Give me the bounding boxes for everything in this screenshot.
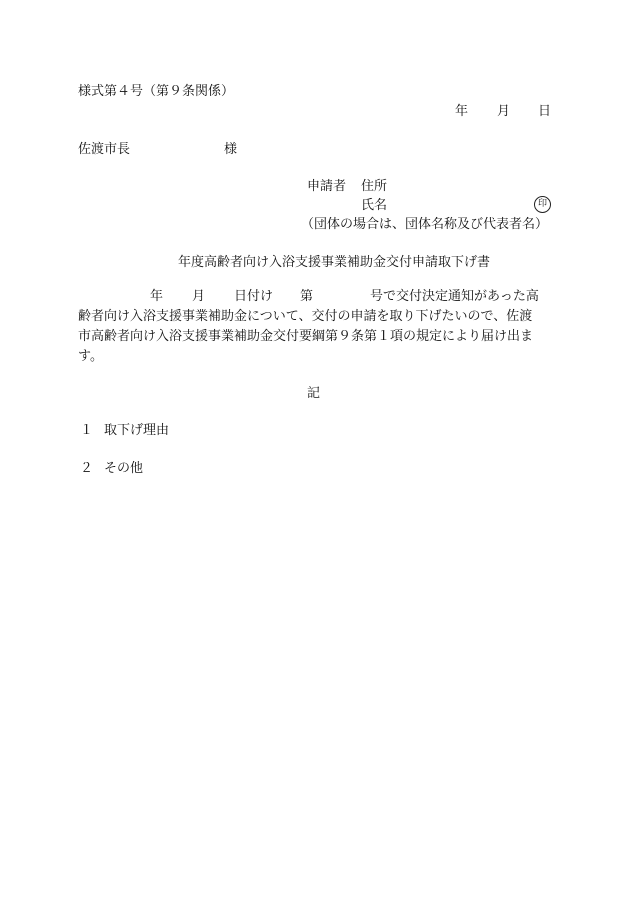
date-month-label: 月	[497, 104, 511, 119]
body-line-1	[78, 290, 550, 310]
addressee-name: 佐渡市長	[78, 142, 131, 157]
seal-mark: 印	[534, 196, 551, 213]
item-label-reason: 取下げ理由	[104, 423, 170, 438]
body-line-1-rest: 号で交付決定通知があった高	[370, 289, 539, 304]
body-line-3: 市高齢者向け入浴支援事業補助金交付要綱第９条第１項の規定により届け出ま	[78, 329, 534, 344]
body-year-label: 年	[150, 289, 164, 304]
document-title: 年度高齢者向け入浴支援事業補助金交付申請取下げ書	[178, 255, 491, 270]
body-number-label: 第	[300, 289, 314, 304]
form-number: 様式第４号（第９条関係）	[78, 84, 235, 99]
body-line-4: す。	[78, 349, 103, 364]
date-year-label: 年	[455, 104, 469, 119]
body-date-label: 日付け	[234, 289, 274, 304]
item-number: ２	[80, 461, 94, 476]
item-label-other: その他	[104, 461, 144, 476]
addressee-honorific: 様	[224, 142, 238, 157]
date-day-label: 日	[538, 104, 552, 119]
address-label: 住所	[361, 179, 388, 194]
body-month-label: 月	[192, 289, 206, 304]
group-note: （団体の場合は、団体名称及び代表者名）	[301, 217, 549, 232]
ki-heading: 記	[307, 386, 321, 401]
body-line-2: 齢者向け入浴支援事業補助金について、交付の申請を取り下げたいので、佐渡	[78, 309, 533, 324]
name-label: 氏名	[361, 198, 388, 213]
applicant-label: 申請者	[307, 179, 347, 194]
item-number: １	[80, 423, 94, 438]
